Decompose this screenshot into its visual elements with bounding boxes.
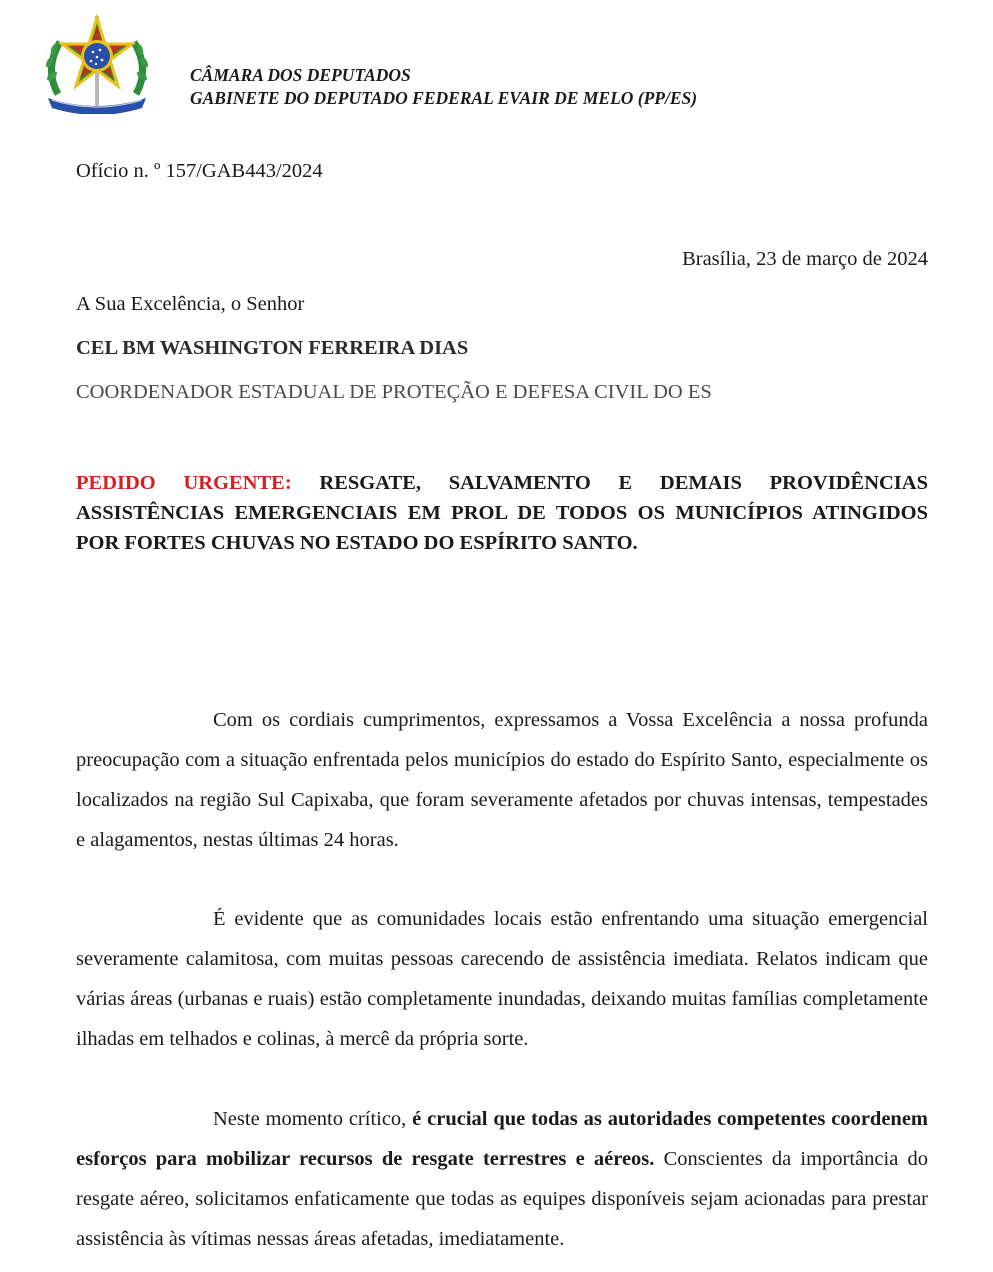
recipient-salutation: A Sua Excelência, o Senhor	[76, 293, 305, 315]
urgent-label: PEDIDO URGENTE:	[76, 472, 292, 494]
document-date: Brasília, 23 de março de 2024	[682, 248, 928, 270]
letterhead-office: GABINETE DO DEPUTADO FEDERAL EVAIR DE MELO (PP/ES)	[190, 88, 698, 108]
paragraph-request-end: Conscientes da importância do resgate aéreo, solicitamos enfaticamente que todas as equipes disponíveis sejam acionadas para prestar assistência às vítimas nessas áreas afetadas, imediatamente.	[76, 1148, 928, 1250]
letterhead-chamber: CÂMARA DOS DEPUTADOS	[190, 65, 411, 85]
paragraph-request	[76, 1099, 928, 1259]
subject-line	[76, 468, 928, 558]
letterhead	[190, 64, 697, 110]
paragraph-greeting: Com os cordiais cumprimentos, expressamos a Vossa Excelência a nossa profunda preocupação com a situação enfrentada pelos municípios do estado do Espírito Santo, especialmente os localizados na região Sul Capixaba, que foram severamente afetados por chuvas intensas, tempestades e alagamentos, nestas últimas 24 horas.	[76, 709, 928, 851]
recipient-role: COORDENADOR ESTADUAL DE PROTEÇÃO E DEFESA CIVIL DO ES	[76, 381, 712, 403]
recipient-block	[76, 293, 712, 425]
document-number: Ofício n. º 157/GAB443/2024	[76, 160, 323, 182]
recipient-name: CEL BM WASHINGTON FERREIRA DIAS	[76, 337, 469, 359]
paragraph-request-start: Neste momento crítico,	[213, 1108, 413, 1130]
brazil-coat-of-arms-icon	[38, 14, 156, 114]
paragraph-situation: É evidente que as comunidades locais estão enfrentando uma situação emergencial severamente calamitosa, com muitas pessoas carecendo de assistência imediata. Relatos indicam que várias áreas (urbanas e ruais) estão completamente inundadas, deixando muitas famílias completamente ilhadas em telhados e colinas, à mercê da própria sorte.	[76, 908, 928, 1050]
paragraph-request-emphasis: é crucial que todas as autoridades competentes coordenem esforços para mobilizar recursos de resgate terrestres e aéreos.	[76, 1108, 928, 1170]
subject-text: RESGATE, SALVAMENTO E DEMAIS PROVIDÊNCIAS ASSISTÊNCIAS EMERGENCIAIS EM PROL DE TODOS OS MUNICÍPIOS ATINGIDOS POR FORTES CHUVAS NO ESTADO DO ESPÍRITO SANTO.	[76, 472, 928, 554]
